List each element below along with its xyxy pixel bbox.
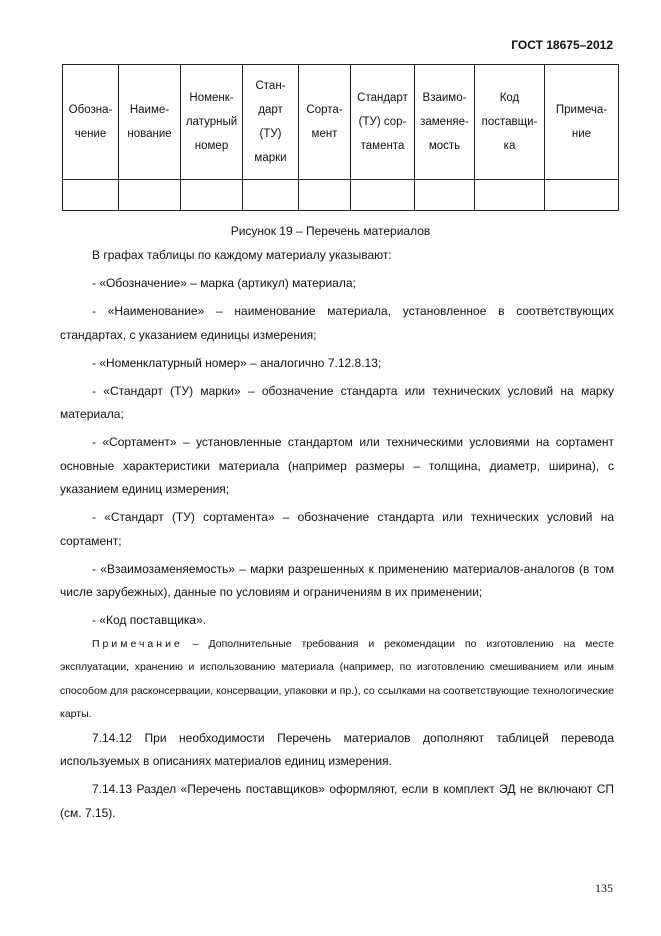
empty-cell [181,180,243,211]
column-header-line: дарт [258,104,283,116]
page-number: 135 [595,881,613,895]
paragraph: В графах таблицы по каждому материалу указывают: [92,248,392,262]
paragraph: 7.14.13 Раздел «Перечень поставщиков» оформляют, если в комплект ЭД не включают СП (см. 7.15). [60,782,614,820]
column-header-line: Номенк- [189,92,234,104]
empty-cell [475,180,545,211]
column-header-line: нование [127,128,172,140]
column-header-line: Стан- [255,80,286,92]
empty-cell [119,180,181,211]
column-header-line: тамента [360,140,405,152]
column-header-line: поставщи- [481,116,538,128]
empty-cell [243,180,299,211]
note [60,633,614,727]
column-header-line: (ТУ) [259,128,282,140]
column-header-line: ние [571,128,592,140]
column-header-line: мость [428,140,461,152]
paragraph: - «Стандарт (ТУ) марки» – обозначение стандарта или технических условий на марку материала; [60,383,614,421]
empty-cell [351,180,415,211]
column-header [63,65,119,180]
column-header-line: латурный [185,116,238,128]
header-row [63,65,619,180]
figure-caption: Рисунок 19 – Перечень материалов [230,224,431,238]
column-header-line: Стандарт [357,92,408,104]
paragraph: - «Стандарт (ТУ) сортамента» – обозначение стандарта или технических условий на сортамент; [60,510,614,548]
column-header-line: Взаимо- [422,92,467,104]
column-header-line: мент [311,128,338,140]
paragraph: - «Обозначение» – марка (артикул) материала; [92,276,356,290]
empty-cell [299,180,351,211]
paragraph: - «Номенклатурный номер» – аналогично 7.12.8.13; [92,355,382,370]
paragraph: - «Взаимозаменяемость» – марки разрешенных к применению материалов-аналогов (в том числе зарубежных), данные по условиям и ограничениям в их применении; [60,561,614,599]
column-header-line: Обозна- [68,104,113,116]
empty-row [63,180,619,211]
column-header-line: Сорта- [306,104,343,116]
note-label: Примечание [92,637,183,650]
column-header-line: Код [499,92,520,104]
empty-cell [63,180,119,211]
empty-cell [545,180,619,211]
column-header-line: Наиме- [129,104,170,116]
body-text [60,244,614,825]
empty-cell [415,180,475,211]
column-header-line: ка [503,140,516,152]
paragraph: - «Сортамент» – установленные стандартом или техническими условиями на сортамент основные характеристики материала (например размеры – толщина, диаметр, ширина), с указанием единиц измерения; [60,435,614,496]
column-header [351,65,415,180]
paragraph: 7.14.12 При необходимости Перечень материалов дополняют таблицей перевода используемых в описаниях материалов единиц измерения. [60,730,614,768]
paragraph: - «Код поставщика». [92,613,207,627]
column-header-line: номер [194,140,229,152]
column-header [475,65,545,180]
column-header-line: Примеча- [555,104,608,116]
note-text: – Дополнительные требования и рекомендации по изготовлению на месте эксплуатации, хранению и использованию материала (например, по изготовлению смешиванием или иным способом для расконсервации, консервации, упаковки и пр.), со ссылками на соответствующие технологические карты. [60,637,614,720]
column-header [545,65,619,180]
column-header-line: заменяе- [420,116,469,128]
column-header [243,65,299,180]
column-header [415,65,475,180]
column-header [119,65,181,180]
materials-list-form [62,64,619,211]
column-header-line: чение [74,128,107,140]
standard-header: ГОСТ 18675–2012 [511,38,613,52]
paragraph: - «Наименование» – наименование материала, установленное в соответствующих стандартах, с указанием единицы измерения; [60,304,614,342]
column-header-line: (ТУ) сор- [358,116,407,128]
column-header [181,65,243,180]
column-header [299,65,351,180]
column-header-line: марки [254,152,287,164]
